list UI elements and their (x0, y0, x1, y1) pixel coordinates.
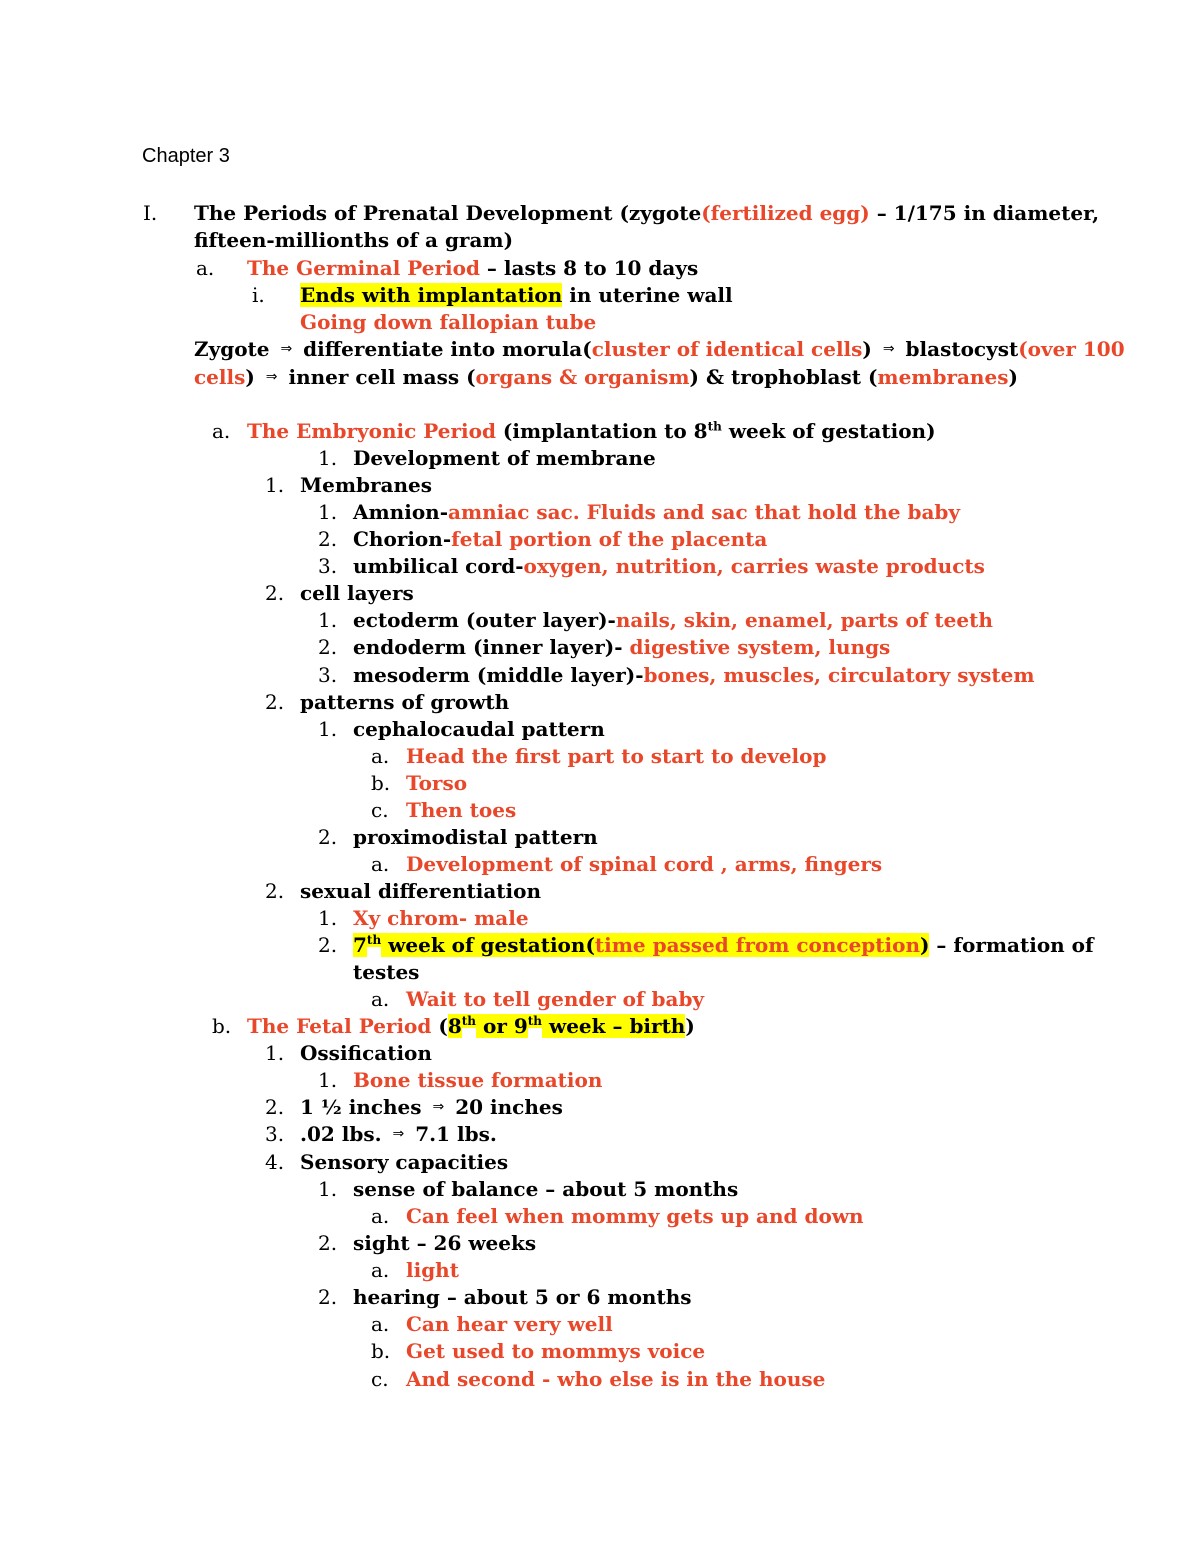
list-marker: 1. (318, 608, 338, 632)
note-text: ) (920, 933, 930, 957)
note-text: fifteen-millionths of a gram) (194, 228, 514, 252)
note-text: cephalocaudal pattern (353, 717, 605, 741)
annotation-text: time passed from conception (594, 933, 920, 957)
outline-line (300, 878, 541, 905)
outline-line (353, 662, 1035, 689)
note-text: – 1/175 in diameter, (869, 201, 1100, 225)
list-marker: 1. (265, 473, 285, 497)
outline-line (353, 1284, 692, 1311)
list-marker: 2. (265, 1095, 285, 1119)
outline-line (353, 607, 993, 634)
outline-line (300, 282, 733, 309)
annotation-text: (over 100 (1018, 337, 1125, 361)
outline-line (247, 1013, 695, 1040)
note-text: ) (862, 337, 879, 361)
outline-line (406, 1203, 864, 1230)
outline-line (353, 905, 529, 932)
outline-line (406, 851, 882, 878)
outline-line (247, 418, 936, 445)
annotation-text: Head the first part to start to develop (406, 744, 827, 768)
list-marker: 2. (318, 1231, 338, 1255)
outline-line (406, 1338, 705, 1365)
arrow-icon: ⇒ (432, 1099, 445, 1115)
annotation-text: Get used to mommys voice (406, 1339, 706, 1363)
note-text: ) (245, 365, 262, 389)
annotation-text: The Embryonic Period (247, 419, 496, 443)
annotation-text: Xy chrom- male (353, 906, 529, 930)
list-marker: a. (212, 419, 231, 443)
arrow-icon: ⇒ (265, 369, 278, 385)
outline-line (406, 743, 826, 770)
list-marker: 1. (318, 906, 338, 930)
list-marker: 2. (265, 879, 285, 903)
outline-line (353, 716, 605, 743)
annotation-text: organs & organism (475, 365, 690, 389)
list-marker: 1. (318, 500, 338, 524)
arrow-icon: ⇒ (280, 341, 293, 357)
outline-line (353, 959, 419, 986)
note-text: Chorion- (353, 527, 452, 551)
note-text: blastocyst (898, 337, 1019, 361)
outline-line (247, 255, 698, 282)
annotation-text: digestive system, lungs (629, 635, 891, 659)
note-text: week of gestation( (381, 933, 595, 957)
note-text: umbilical cord- (353, 554, 524, 578)
outline-line (194, 336, 1125, 363)
note-text: – formation of (929, 933, 1094, 957)
annotation-text: And second - who else is in the house (406, 1367, 826, 1391)
list-marker: c. (371, 798, 389, 822)
chapter-title: Chapter 3 (142, 145, 230, 167)
annotation-text: light (406, 1258, 459, 1282)
outline-line (353, 634, 890, 661)
note-text: inner cell mass ( (281, 365, 476, 389)
outline-line (406, 770, 467, 797)
note-text: cell layers (300, 581, 414, 605)
note-text: or 9 (476, 1014, 528, 1038)
list-marker: c. (371, 1367, 389, 1391)
note-text: endoderm (inner layer)- (353, 635, 630, 659)
note-text: ) (685, 1014, 695, 1038)
annotation-text: fetal portion of the placenta (451, 527, 768, 551)
list-marker: 2. (265, 690, 285, 714)
note-text: hearing – about 5 or 6 months (353, 1285, 692, 1309)
annotation-text: Bone tissue formation (353, 1068, 603, 1092)
note-text: .02 lbs. (300, 1122, 389, 1146)
annotation-text: Development of spinal cord , arms, fingers (406, 852, 883, 876)
outline-line (300, 689, 509, 716)
superscript: th (366, 933, 382, 948)
annotation-text: bones, muscles, circulatory system (643, 663, 1035, 687)
list-marker: a. (196, 256, 215, 280)
outline-line (300, 1149, 508, 1176)
outline-line (194, 227, 513, 254)
annotation-text: Wait to tell gender of baby (406, 987, 705, 1011)
list-marker: a. (371, 1312, 390, 1336)
list-marker: 3. (265, 1122, 285, 1146)
list-marker: a. (371, 987, 390, 1011)
list-marker: 2. (318, 527, 338, 551)
annotation-text: Going down fallopian tube (300, 310, 597, 334)
superscript: th (707, 419, 722, 434)
note-text: patterns of growth (300, 690, 510, 714)
note-text: ) (1008, 365, 1018, 389)
note-text: sexual differentiation (300, 879, 542, 903)
annotation-text: Torso (406, 771, 468, 795)
note-text: differentiate into morula( (296, 337, 592, 361)
outline-line (300, 309, 596, 336)
list-marker: 3. (318, 554, 338, 578)
note-text: Development of membrane (353, 446, 656, 470)
note-text: 20 inches (448, 1095, 563, 1119)
note-text: mesoderm (middle layer)- (353, 663, 644, 687)
annotation-text: The Germinal Period (247, 256, 480, 280)
outline-line (353, 824, 598, 851)
list-marker: 2. (318, 635, 338, 659)
note-text: 7.1 lbs. (408, 1122, 497, 1146)
outline-line (353, 499, 960, 526)
note-text: testes (353, 960, 420, 984)
annotation-text: Then toes (406, 798, 517, 822)
list-marker: 2. (318, 933, 338, 957)
outline-line (406, 797, 516, 824)
note-text: Sensory capacities (300, 1150, 509, 1174)
annotation-text: membranes (877, 365, 1009, 389)
outline-line (406, 986, 704, 1013)
outline-line (300, 1094, 563, 1121)
outline-line (353, 553, 985, 580)
outline-line (194, 364, 1018, 391)
list-marker: a. (371, 744, 390, 768)
note-text: 8 (447, 1014, 462, 1038)
note-text: ) & trophoblast ( (689, 365, 878, 389)
note-text: Membranes (300, 473, 433, 497)
list-marker: b. (371, 771, 391, 795)
note-text: 1 ½ inches (300, 1095, 429, 1119)
list-marker: 1. (265, 1041, 285, 1065)
outline-line (406, 1366, 825, 1393)
annotation-text: The Fetal Period (247, 1014, 432, 1038)
note-text: ( (431, 1014, 448, 1038)
outline-line (353, 1067, 602, 1094)
list-marker: 2. (318, 1285, 338, 1309)
note-text: week – birth (542, 1014, 686, 1038)
outline-line (353, 932, 1094, 959)
outline-line (353, 526, 767, 553)
list-marker: 1. (318, 1068, 338, 1092)
list-marker: 4. (265, 1150, 285, 1174)
note-text: proximodistal pattern (353, 825, 598, 849)
note-text: Ends with implantation (300, 283, 563, 307)
note-text: The Periods of Prenatal Development (zygote (194, 201, 702, 225)
outline-line (300, 1121, 497, 1148)
note-text: 7 (353, 933, 367, 957)
list-marker: 1. (318, 446, 338, 470)
list-marker: a. (371, 852, 390, 876)
outline-line (300, 580, 414, 607)
note-text: sense of balance – about 5 months (353, 1177, 739, 1201)
outline-line (406, 1257, 459, 1284)
list-marker: I. (143, 201, 158, 225)
list-marker: a. (371, 1204, 390, 1228)
outline-line (406, 1311, 613, 1338)
list-marker: 1. (318, 717, 338, 741)
list-marker: 3. (318, 663, 338, 687)
annotation-text: cells (194, 365, 246, 389)
superscript: th (461, 1014, 477, 1029)
outline-line (353, 1176, 738, 1203)
arrow-icon: ⇒ (392, 1126, 405, 1142)
annotation-text: amniac sac. Fluids and sac that hold the baby (448, 500, 961, 524)
annotation-text: (fertilized egg) (701, 201, 870, 225)
outline-line (194, 200, 1099, 227)
note-text: in uterine wall (562, 283, 733, 307)
outline-line (353, 445, 656, 472)
outline-line (300, 472, 432, 499)
note-text: week of gestation) (721, 419, 936, 443)
note-text: Ossification (300, 1041, 432, 1065)
annotation-text: Can hear very well (406, 1312, 613, 1336)
annotation-text: Can feel when mommy gets up and down (406, 1204, 864, 1228)
arrow-icon: ⇒ (882, 341, 895, 357)
superscript: th (527, 1014, 543, 1029)
list-marker: 2. (318, 825, 338, 849)
list-marker: 1. (318, 1177, 338, 1201)
annotation-text: nails, skin, enamel, parts of teeth (615, 608, 993, 632)
list-marker: i. (252, 283, 265, 307)
list-marker: 2. (265, 581, 285, 605)
note-text: – lasts 8 to 10 days (479, 256, 699, 280)
list-marker: b. (371, 1339, 391, 1363)
list-marker: b. (212, 1014, 232, 1038)
annotation-text: oxygen, nutrition, carries waste products (523, 554, 985, 578)
note-text: (implantation to 8 (495, 419, 708, 443)
note-text: Zygote (194, 337, 277, 361)
outline-line (300, 1040, 432, 1067)
note-text: Amnion- (353, 500, 448, 524)
note-text: ectoderm (outer layer)- (353, 608, 616, 632)
note-text: sight – 26 weeks (353, 1231, 537, 1255)
annotation-text: cluster of identical cells (591, 337, 863, 361)
list-marker: a. (371, 1258, 390, 1282)
outline-line (353, 1230, 536, 1257)
